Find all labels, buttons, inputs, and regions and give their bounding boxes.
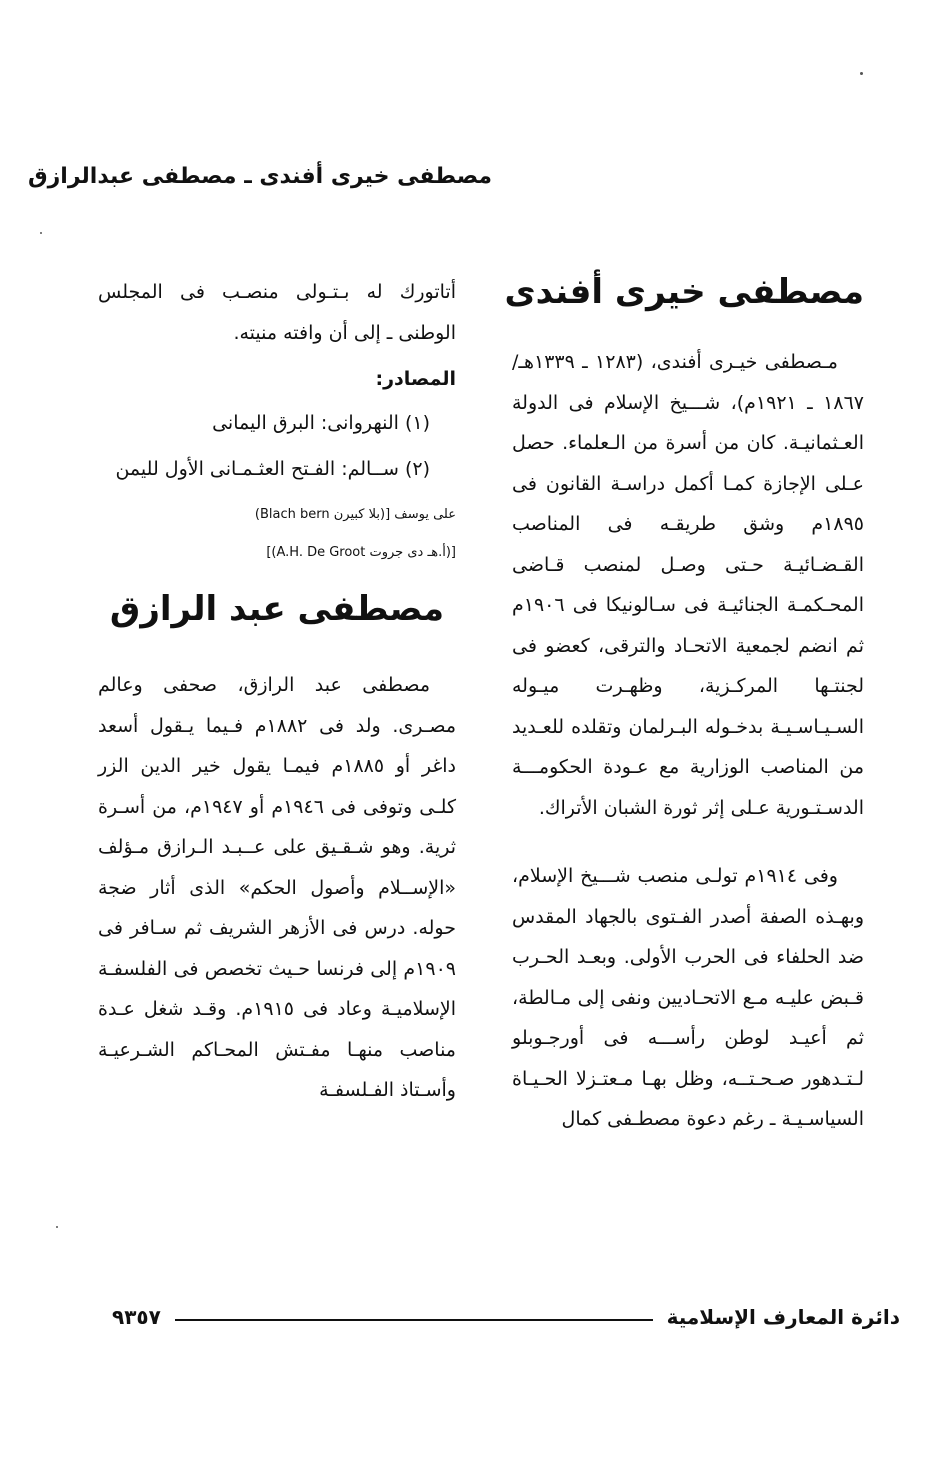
right-column xyxy=(504,260,864,1140)
page-number: ٩٣٥٧ xyxy=(112,1305,161,1329)
article-title-mustafa-khairi: مصطفى خيرى أفندى xyxy=(504,272,864,312)
left-column xyxy=(98,272,456,1111)
page-footer xyxy=(112,1302,900,1332)
scan-speck xyxy=(56,1226,58,1228)
article-paragraph-abd-al-raziq: مصطفى عبد الرازق، صحفى وعالم مصـرى. ولد فى ١٨٨٢م فـيما يـقول أسعد داغر أو ١٨٨٥م فيمـا يقول خير الدين الزر كلـى وتوفى فى ١٩٤٦م أو ١٩٤٧م، من أسـرة ثرية. وهو شـقـيق على عــبـد الـرازق مـؤلف «الإســلام وأصول الحكم» الذى أثار ضجة حوله. درس فى الأزهر الشريف ثم سـافر فى ١٩٠٩م إلى فرنسا حـيث تخصص فى الفلسفـة الإسلاميـة وعاد فى ١٩١٥م. وقـد شغل عـدة مناصب منهـا مفـتش المحـاكم الشـرعيـة وأسـتاذ الفـلسفـة xyxy=(98,674,457,1101)
author-credit-2: [(أ.هـ دى جروت A.H. De Groot)] xyxy=(266,545,456,560)
source-item-1: (١) النهروانى: البرق اليمانى xyxy=(212,412,430,434)
footer-encyclopedia-title: دائرة المعارف الإسلامية xyxy=(666,1305,900,1329)
paragraph-gap xyxy=(512,828,864,856)
running-header: مصطفى خيرى أفندى ـ مصطفى عبدالرازق xyxy=(27,164,492,189)
scan-speck xyxy=(40,232,42,234)
article-paragraph-2: وفى ١٩١٤م تولـى منصب شـــيخ الإسلام، وبهـذه الصفة أصدر الفـتوى بالجهاد المقدس ضد الحلفاء فى الحرب الأولى. وبعـد الحـرب قـبض عليـه مـع الاتحـاديين ونفى إلى مـالطة، ثم أعيـد لوطن رأســـه فى أورجـوبلو لـتـدهور صـحـتــه، وظل بهـا مـعتـزلا الحـيـاة السياسـيـة ـ رغم دعوة مصطـفى كمال xyxy=(512,865,864,1130)
sources-heading: المصادر: xyxy=(375,368,456,390)
scan-speck xyxy=(860,72,863,75)
source-item-2: (٢) ســالم: الفـتح العثـمـانى الأول لليمن xyxy=(115,458,430,480)
article-continuation: أتاتورك له بـتـولى منصـب فى المجلس الوطنى ـ إلى أن وافته منيته. xyxy=(98,281,456,344)
footer-rule xyxy=(175,1319,653,1321)
article-title-mustafa-abd-al-raziq: مصطفى عبد الرازق xyxy=(109,589,445,629)
author-credit-1: على يوسف [(بلا كبيرن Blach bern) xyxy=(254,507,456,522)
article-paragraph-1: مـصطفى خيـرى أفندى، (١٢٨٣ ـ ١٣٣٩هـ/ ١٨٦٧ ـ ١٩٢١م)، شـــيخ الإسلام فى الدولة العـثمانيـة. كان من أسرة من الـعلماء. حصل عـلى الإجازة كمـا أكمل دراسـة القانون فى ١٨٩٥م وشق طريقـه فى المناصب القـضـائيـة حـتى وصـل لمنصب قـاضى المحـكمـة الجنائيـة فى سـالونيكا فى ١٩٠٦م ثم انضم لجمعية الاتحـاد والترقى، كعضو فى لجنتـها المركـزية، وظهـرت ميـوله السـيـاسـيـة بدخـوله البـرلمان وتقلده للعـديد من المناصب الوزارية مع عـودة الحكومـــة الدسـتـورية عـلى إثر ثورة الشبان الأتراك. xyxy=(512,351,864,819)
